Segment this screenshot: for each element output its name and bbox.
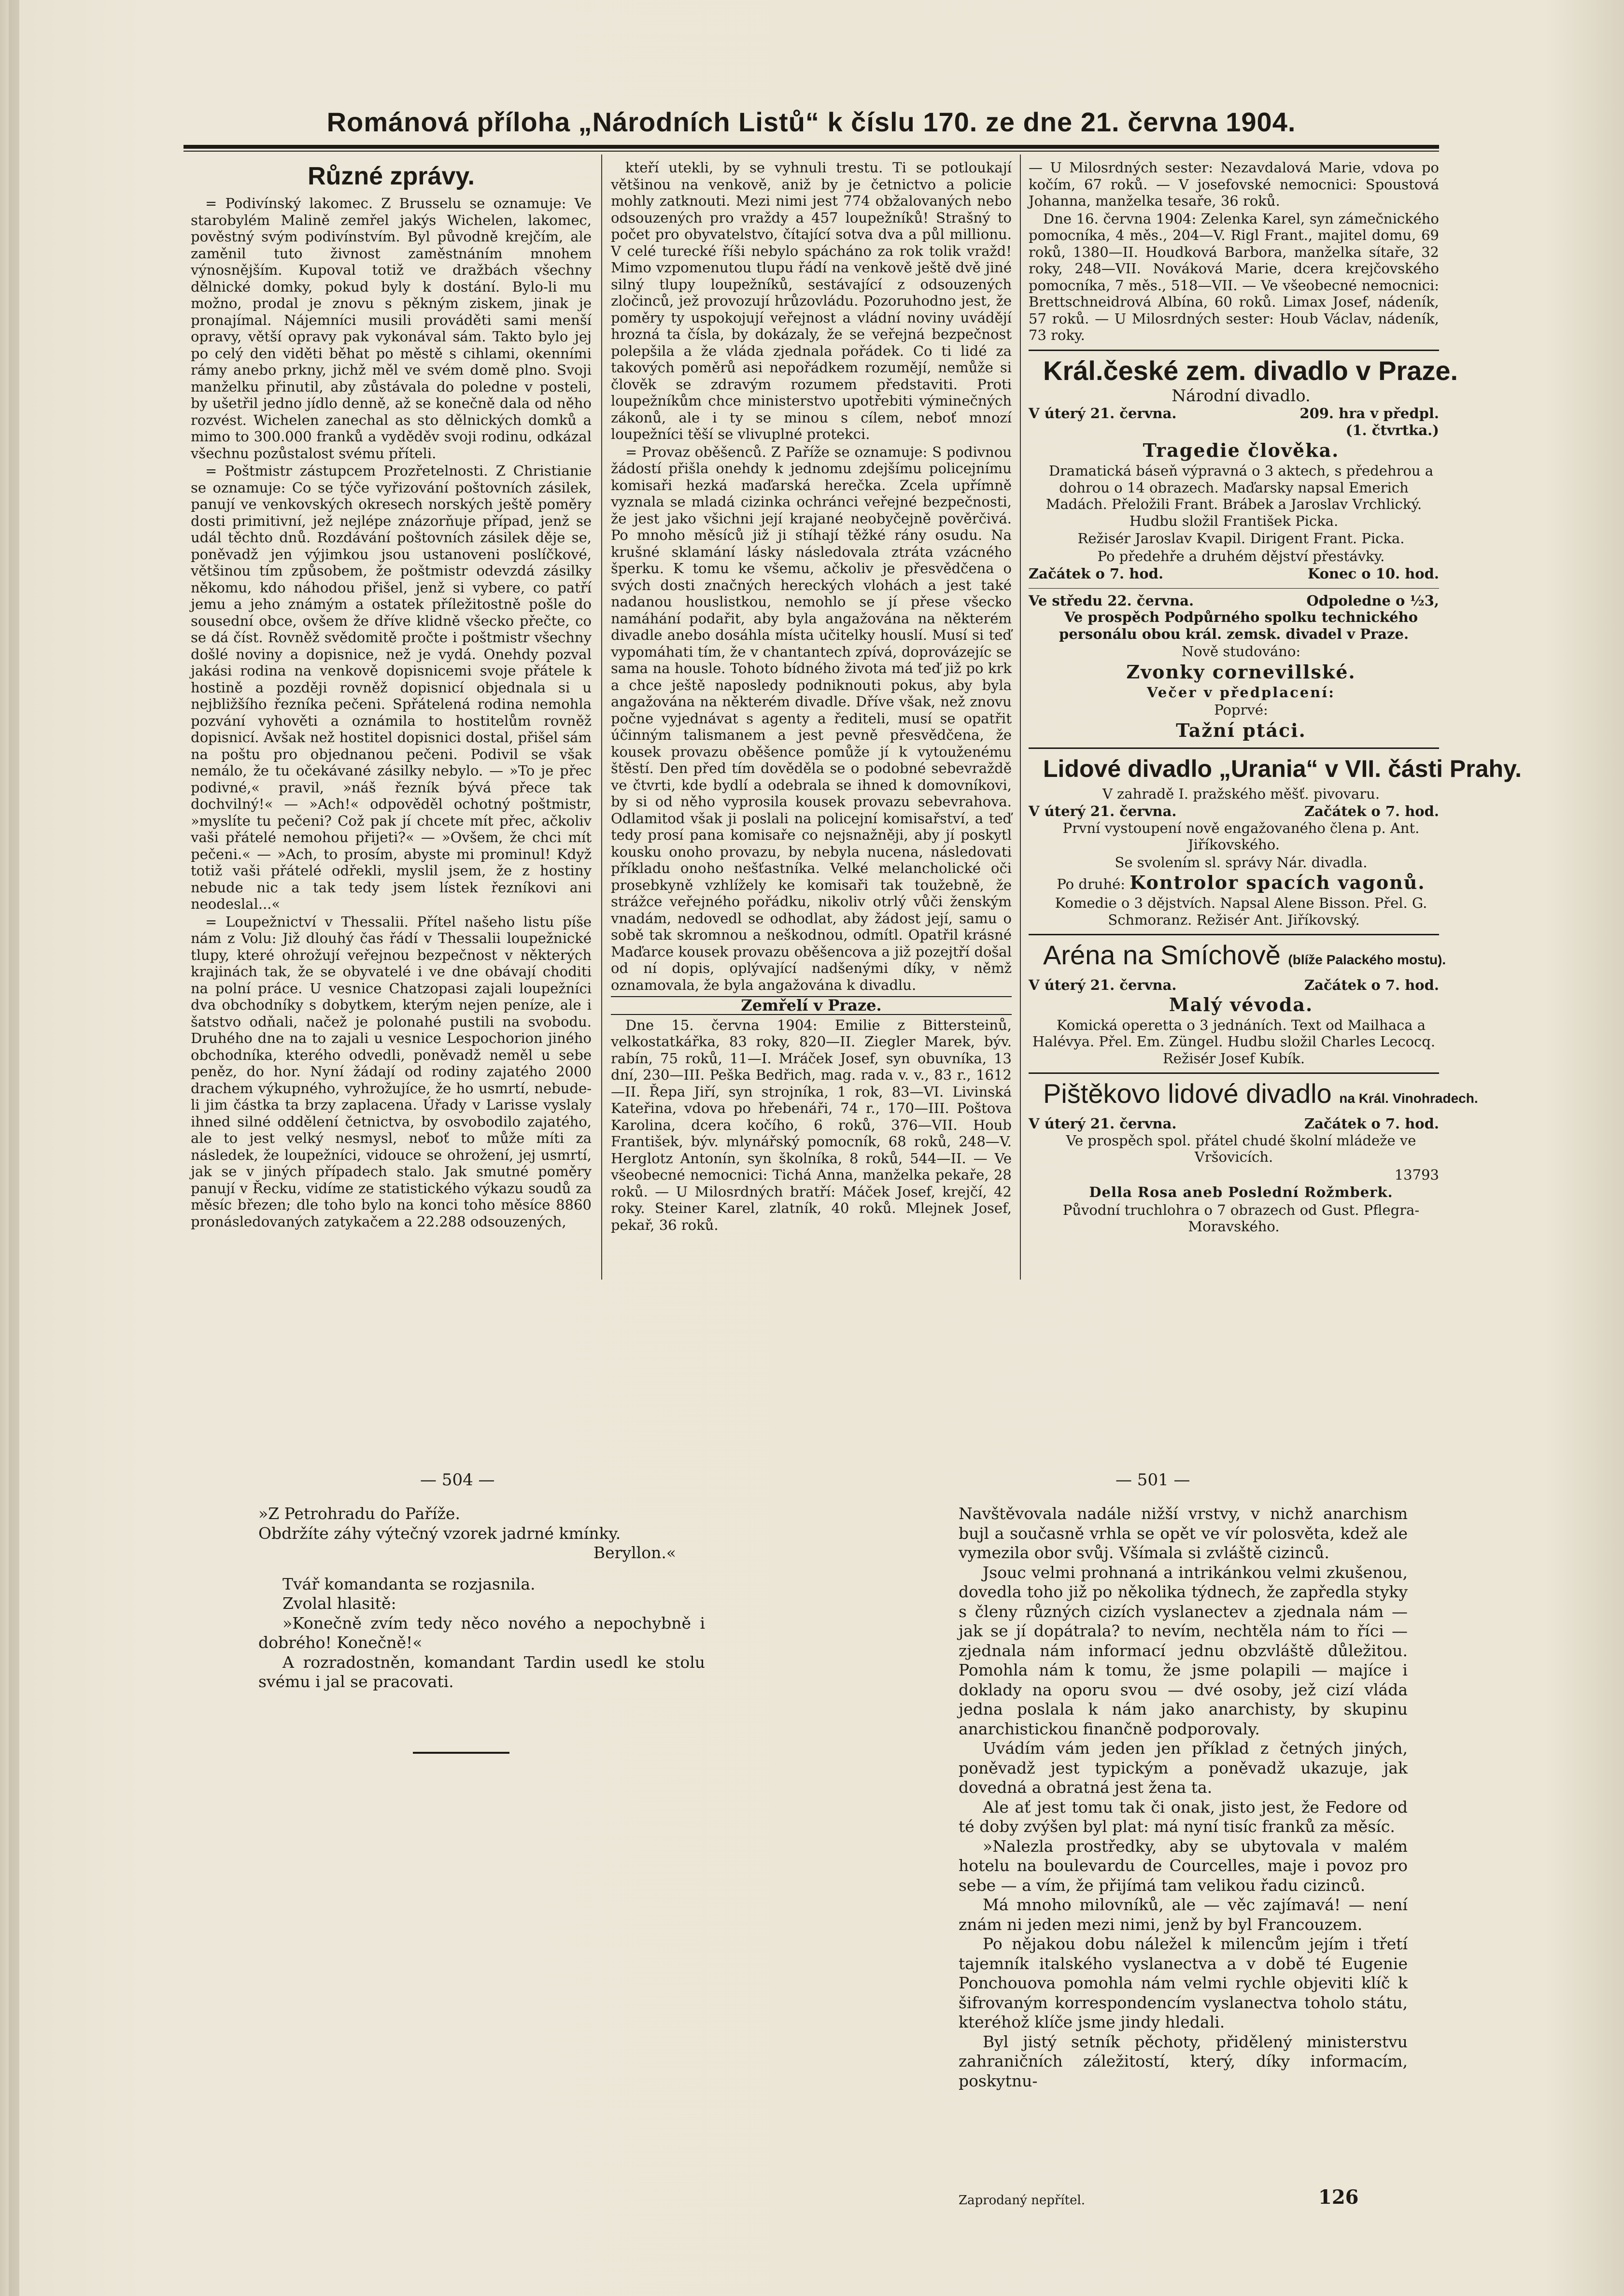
column-1	[191, 159, 592, 1280]
theatre-divider	[1029, 1072, 1439, 1074]
play-description: Komická operetta o 3 jednáních. Text od Mailhaca a Halévya. Přel. Em. Züngel. Hudbu složil Charles Lecocq. Režisér Josef Kubík.	[1032, 1016, 1436, 1067]
program-new: Nově studováno:	[1181, 643, 1301, 660]
program-start: Začátek o 7. hod.	[1304, 803, 1439, 819]
program-date: V úterý 21. června.	[1029, 1115, 1177, 1132]
theatre-name: Král.české zem. divadlo v Praze.	[1043, 355, 1458, 386]
program-repeat: Poprvé:	[1214, 702, 1268, 718]
play-crew: Režisér Jaroslav Kvapil. Dirigent Frant. Picka.	[1077, 530, 1405, 547]
header-rule-thin	[184, 151, 1439, 152]
novel-paragraph: Uvádím vám jeden jen příklad z četných jiných, poněvadž jest typickým a poněvadž ukazuje, jak dovedná a obratná jest žena ta.	[959, 1739, 1408, 1797]
novel-paragraph: A rozradostněn, komandant Tardin usedl ke stolu svému i jal se pracovati.	[258, 1652, 705, 1691]
play-title: Tažní ptáci.	[1176, 719, 1306, 741]
ad-number: 13793	[1394, 1166, 1439, 1183]
article-postmistr: = Poštmistr zástupcem Prozřetelnosti. Z Christianie se oznamuje: Co se týče vyřizování poštovních zásilek, panují ve venkovských okresech norských ještě poměry dosti primitivní, jež nejlépe znázorňuje případ, jenž se udál těchto dnů. Rozdávání poštovních zásilek děje se, poněvadž jen výjimkou jsou ustanoveni poslíčkové, většinou tím způsobem, že poštmistr odevzdá zásilky někomu, kdo náhodou přišel, jenž si vybere, co patří jemu a jeho známým a ostatek příležitostně pošle do sousední obce, ovšem že dříve klidně všecko přečte, co se dá číst. Rovněž svědomitě pročte i poštmistr všechny došlé noviny a dopisnice, než je vydá. Onehdy pozval jakási rodina na venkově dopisnicemi svoje přátele k hostině a později rovněž dopisnicí objednala si u nejbližšího řezníka pečeni. Spřátelená rodina nemohla pozvání vyhověti a oznámila to hostitelům rovněž dopisnicí. Avšak než hostitel dopisnici dostal, přišel sám na poštu pro objednanou pečeni. Podivil se však nemálo, že tu očekávané zásilky nebylo. — »To je přec podivné,« pravil, »náš řezník bývá přece tak dochvilný!« — »Ach!« odpověděl ochotný poštmistr, »myslíte tu pečeni? Což pak jí chcete mít přec, ačkoliv vaši přátelé nemohou přijeti?« — »Ovšem, že chci mít pečeni.« — »Ach, to prosím, abyste mi prominul! Když totiž vaši přátelé odřekli, myslil jsem, že z hostiny nebude nic a tak tedy jsem lístek řezníkovi ani neodeslal...«	[191, 463, 592, 912]
theatre-name-row	[1029, 1078, 1478, 1114]
column-divider	[1020, 155, 1021, 1280]
novel-paragraph: Navštěvovala nadále nižší vrstvy, v nichž anarchism bujl a současně vrhla se opět ve vír polosvěta, kdež ale vymezila obor svůj. Všímala si zvláště cizinců.	[959, 1504, 1408, 1562]
telegram-signature: Beryllon.«	[593, 1543, 676, 1562]
program-start: Začátek o 7. hod.	[1304, 1115, 1439, 1132]
program-performance: 209. hra v předpl.	[1299, 405, 1439, 422]
play-note: Po předehře a druhém dějství přestávky.	[1097, 548, 1385, 564]
article-podivinsky-lakomec: = Podivínský lakomec. Z Brusselu se oznamuje: Ve starobylém Malině zemřel jakýs Wichelen, lakomec, pověstný svým podivínstvím. Byl původně krejčím, ale zaměnil tuto živnost zaměstnáním mnohem výnosnějším. Kupoval totiž ve dražbách všechny dělnické domky, pokud byly k dostání. Bylo-li mu možno, prodal je znovu s pěkným ziskem, jinak je pronajímal. Nájemníci musili prováděti sami menší opravy, větší opravy pak vykonával sám. Takto bylo jej po celý den viděti běhat po městě s cihlami, okenními rámy anebo prkny, jichž měl ve svém domě plno. Svoji manželku přinutil, aby zůstávala do poledne v posteli, by ušetřil jedno jídlo denně, až se konečně dala od něho rozvést. Wichelen zanechal as sto dělnických domků a mimo to 300.000 franků a vyděděv svoji rodinu, odkázal všechnu pozůstalost svému příteli.	[191, 195, 592, 462]
deaths-list: Dne 15. června 1904: Emilie z Bittersteinů, velkostatkářka, 83 roky, 820—II. Ziegler Marek, býv. rabín, 75 roků, 11—I. Mráček Josef, syn obuvníka, 13 dní, 230—III. Peška Bedřich, mag. rada v. v., 83 r., 1612—II. Řepa Jiří, syn strojníka, 1 rok, 83—VI. Livinská Kateřina, vdova po hřebenáři, 74 r., 170—III. Poštova Karolina, dcera kočího, 6 roků, 376—VII. Houb František, býv. mlynářský pomocník, 68 roků, 248—V. Herglotz Antonín, syn školníka, 8 roků, 544—II. — Ve všeobecné nemocnici: Tichá Anna, manželka pekaře, 28 roků. — U Milosrdných bratří: Máček Josef, krejčí, 42 roky. Steiner Karel, zlatník, 40 roků. Mlejnek Josef, pekař, 36 roků.	[611, 1016, 1012, 1233]
program-start: Začátek o 7. hod.	[1304, 977, 1439, 993]
theatre-name-note: na Král. Vinohradech.	[1339, 1091, 1478, 1106]
theatre-name-row	[1029, 939, 1446, 976]
section-title: Různé zprávy.	[308, 162, 475, 190]
article-loupeznictvi: = Loupežnictví v Thessalii. Přítel našeho listu píše nám z Volu: Již dlouhý čas řádí v Thessalii loupežnické tlupy, které ohrožují veřejnou bezpečnost v některých krajinách tak, že se obyvatelé i ve dne obávají choditi na polní práce. U vesnice Chatzopasi zajali loupežníci dva obchodníky s dobytkem, kterým nejen peníze, ale i šatstvo odňali, načež je polonahé pustili na svobodu. Druhého dne na to zajali u vesnice Lespochorion jiného obchodníka, kterého odvedli, poněvadž neměl u sebe peněz, do hor. Nyní žádají od rodiny zajatého 2000 drachem výkupného, vyhrožujíce, že ho usmrtí, nebude-li jim částka ta brzy zaplacena. Úřady v Larisse vyslaly ihned silné oddělení četnictva, by osvobodilo zajatého, ale to jest velký nesmysl, neboť to může míti za následek, že loupežníci, vidouce se ohrožení, jej usmrtí, jak se v jiných případech stalo. Jak smutné poměry panují v Řecku, vidíme ze statistického výkazu soudů za měsíc březen; dle toho bylo na konci toho měsíce 8860 pronásledovaných zatykačem a 22.288 odsouzených,	[191, 913, 592, 1230]
program-times	[1029, 565, 1439, 582]
program-performance-note: (1. čtvrtka.)	[1345, 422, 1439, 438]
program-second: Po druhé:	[1057, 876, 1126, 892]
novel-right-page	[959, 1504, 1408, 2190]
theatre-subtitle: Národní divadlo.	[1172, 386, 1311, 406]
program-row	[1029, 592, 1439, 609]
program-evening: Večer v předplacení:	[1146, 684, 1335, 701]
play-title: Zvonky cornevillské.	[1126, 661, 1356, 683]
play-title: Della Rosa aneb Poslední Rožmberk.	[1089, 1184, 1393, 1200]
novel-title-footer: Zaprodaný nepřítel.	[959, 2193, 1086, 2208]
program-permit: Se svolením sl. správy Nár. divadla.	[1115, 854, 1368, 871]
program-row	[1029, 1115, 1439, 1132]
theatre-divider	[1029, 747, 1439, 749]
novel-paragraph: »Konečně zvím tedy něco nového a nepochybně i dobrého! Konečně!«	[258, 1613, 705, 1652]
theatre-name: Lidové divadlo „Urania“ v VII. části Prahy.	[1043, 755, 1522, 782]
program-row	[1029, 803, 1439, 820]
program-row	[1029, 405, 1439, 422]
play-description: Komedie o 3 dějstvích. Napsal Alene Bisson. Přel. G. Schmoranz. Režisér Ant. Jiříkovský.	[1055, 895, 1427, 928]
theatre-name-note: (blíže Palackého mostu).	[1288, 952, 1446, 967]
column-2	[611, 159, 1012, 1280]
novel-paragraph: Má mnoho milovníků, ale — věc zajímavá! — není znám ni jeden mezi nimi, jenž by byl Francouzem.	[959, 1895, 1408, 1934]
theatre-name: Pištěkovo lidové divadlo	[1043, 1078, 1332, 1109]
deaths-title: Zemřelí v Praze.	[611, 996, 1012, 1015]
play-title: Tragedie člověka.	[1143, 439, 1340, 461]
play-description: Dramatická báseň výpravná o 3 aktech, s předehrou a dohrou o 14 obrazech. Maďarsky napsal Emerich Madách. Přeložili Frant. Brábek a Jaroslav Vrchlický. Hudbu složil František Picka.	[1045, 463, 1434, 529]
column-3	[1029, 159, 1522, 1280]
novel-paragraph: Jsouc velmi prohnaná a intrikánkou velmi zkušenou, dovedla toho již po několika týdnech, že zapředla styky s členy různých cizích vyslanectev a zjednala nám — jak se jí dopátrala? to nevím, nechtěla nám to říci — zjednala nám informací jednu obzvláště důležitou. Pomohla nám k tomu, že jsme polapili — majíce i doklady na oporu svou — dvé osoby, jež cizí vláda jedna poslala k nám jako anarchisty, by skupinu anarchistickou finančně podporovaly.	[959, 1563, 1408, 1738]
novel-paragraph: Tvář komandanta se rozjasnila.	[282, 1574, 536, 1593]
program-date: V úterý 21. června.	[1029, 803, 1177, 819]
program-debut: První vystoupení nově engažovaného člena p. Ant. Jiříkovského.	[1062, 819, 1420, 853]
page-number-right: — 501 —	[1116, 1470, 1190, 1490]
novel-paragraph: Ale ať jest tomu tak či onak, jisto jest, že Fedore od té doby zvýšen byl plat: má nyní tisíc franků za měsíc.	[959, 1797, 1408, 1836]
play-title: Malý vévoda.	[1169, 993, 1313, 1015]
novel-paragraph: Zvolal hlasitě:	[282, 1594, 396, 1613]
header-rule	[184, 145, 1439, 149]
column-divider	[601, 155, 602, 1280]
article-continuation: kteří utekli, by se vyhnuli trestu. Ti se potloukají většinou na venkově, aniž by je četnictvo a policie mohly zatknouti. Mezi nimi jest 774 obžalovaných nebo odsouzených pro vraždy a 457 loupežníků! Strašný to počet pro obyvatelstvo, čítající sotva dva a půl millionu. V celé turecké říši nebylo spácháno za rok tolik vražd! Mimo vzpomenutou tlupu řádí na venkově ještě dvě jiné silný tlupy loupežníků, sestávající z odsouzených zločinců, jež provozují hrůzovládu. Pozoruhodno jest, že poměry ty uspokojují veřejnost a vládní noviny uvádějí hrozná ta čísla, by dokázaly, že se veřejná bezpečnost polepšila a že vláda zjednala pořádek. Co ti lidé za takových poměrů asi nepořádkem rozumějí, nemůže si člověk se zdravým rozumem představiti. Proti loupežníkům chce ministerstvo upotřebiti výminečných zákonů, ale i ty se minou s cílem, neboť mnozí loupežníci těší se vlivuplné protekci.	[611, 159, 1012, 442]
telegram-header: »Z Petrohradu do Paříže.	[258, 1504, 460, 1523]
theatre-divider	[1029, 350, 1439, 351]
novel-paragraph: Byl jistý setník pěchoty, přidělený ministerstvu zahraničních záležitostí, který, díky informacím, poskytnu-	[959, 2032, 1408, 2090]
program-benefit: Ve prospěch Podpůrného spolku technického personálu obou král. zemsk. divadel v Praze.	[1059, 609, 1418, 642]
sheet-number: 126	[1318, 2186, 1359, 2209]
program-time: Odpoledne o ½3,	[1306, 592, 1439, 609]
page-header: Románová příloha „Národních Listů“ k číslu 170. ze dne 21. června 1904.	[326, 107, 1296, 137]
page-number-left: — 504 —	[420, 1470, 495, 1490]
deaths-continuation: — U Milosrdných sester: Nezavdalová Marie, vdova po kočím, 67 roků. — V josefovské nemocnici: Spoustová Johanna, manželka tesaře, 36 roků.	[1029, 159, 1439, 209]
program-row	[1029, 977, 1439, 994]
novel-paragraph: »Nalezla prostředky, aby se ubytovala v malém hotelu na boulevardu de Courcelles, maje i povoz pro sebe — a vím, že přijímá tam velikou řadu cizinců.	[959, 1836, 1408, 1895]
telegram-body: Obdržíte záhy výtečný vzorek jadrné kmínky.	[258, 1523, 621, 1543]
novel-paragraph: Po nějakou dobu náležel k milencům jejím i třetí tajemník italského vyslanectva a v době té Eugenie Ponchouova pomohla nám velmi rychle objeviti klíč k šifrovaným korrespondencím vyslanectva toholo státu, kteréhož klíče jsme jindy hledali.	[959, 1934, 1408, 2031]
play-title: Kontrolor spacích vagonů.	[1130, 872, 1426, 893]
play-description: Původní truchlohra o 7 obrazech od Gust. Pflegra-Moravského.	[1062, 1201, 1420, 1235]
end-rule	[413, 1752, 509, 1754]
program-start: Začátek o 7. hod.	[1029, 565, 1164, 582]
play-line	[1029, 872, 1439, 894]
theatre-divider	[1029, 588, 1439, 589]
theatre-name: Aréna na Smíchově	[1043, 940, 1281, 970]
program-date: V úterý 21. června.	[1029, 405, 1177, 422]
program-benefit: Ve prospěch spol. přátel chudé školní mládeže ve Vršovicích.	[1066, 1132, 1416, 1165]
theatre-divider	[1029, 934, 1439, 935]
theatre-place: V zahradě I. pražského měšť. pivovaru.	[1102, 785, 1380, 802]
deaths-list-2: Dne 16. června 1904: Zelenka Karel, syn zámečnického pomocníka, 4 měs., 204—V. Rigl Frant., majitel domu, 69 roků, 1380—II. Houdková Barbora, manželka sítaře, 32 roky, 248—VII. Nováková Marie, dcera krejčovského pomocníka, 7 měs., 518—VII. — Ve všeobecné nemocnici: Brettschneidrová Albína, 60 roků. Limax Josef, nádeník, 57 roků. — U Milosrdných sester: Houb Václav, nádeník, 73 roky.	[1029, 210, 1439, 343]
program-date: V úterý 21. června.	[1029, 977, 1177, 993]
program-end: Konec o 10. hod.	[1308, 565, 1439, 582]
program-date: Ve středu 22. června.	[1029, 592, 1194, 609]
novel-left-page	[258, 1504, 705, 1803]
article-provaz-obesencu: = Provaz oběšenců. Z Paříže se oznamuje: S podivnou žádostí přišla onehdy k jednomu zdejšímu policejnímu komisaři hezká maďarská herečka. Zcela upřímně vyznala se mladá cizinka ochránci veřejné bezpečnosti, že jest jako všichni její krajané neobyčejně pověrčivá. Po mnoho měsíců již ji stíhají těžké rány osudu. Na krušné sklamání lásky následovala ztráta vzácného šperku. K tomu ke všemu, ačkoliv je přesvědčena o svých dosti značných hereckých vlohách a jest také nadanou houslistkou, nemohlo se jí přese všecko namáhání podařit, aby byla angažována na některém divadle anebo dosáhla místa učitelky houslí. Musí si teď vypomáhati tím, že v chantantech zpívá, doprovázejíc se sama na housle. Tohoto bídného života má teď již po krk a chce ještě naposledy podniknouti pokus, aby byla angažována na některém divadle. Dříve však, než znovu počne vyjednávat s agenty a řediteli, musí se opatřit účinným talismanem a jest pevně přesvědčena, že kousek provazu oběšence pomůže jí k vytouženému štěstí. Den před tím dověděla se o podobné sebevraždě ve čtvrti, kde bydlí a odebrala se ihned k domovníkovi, by si od něho vyprosila kousek provazu sebevrahova. Odlamitod však ji poslali na policejní komisařství, a teď tedy prosí pana komisaře co nejsnažněji, aby jí poskytl kousku onoho provazu, by nebyla nucena, následovati příkladu onoho nešťastníka. Velké melancholické oči prosebkyně vzhlížely ke komisaři tak toužebně, že strážce veřejného pořádku, nikoliv otrlý vůči ženským vnadám, nedovedl se odhodlat, aby žádost její, samu o sobě tak skromnou a neškodnou, odmítl. Opatřil krásné Maďarce kousek provazu oběšencova a již pozejtří došal od ní dopis, oplývající nadšenými díky, v němž oznamovala, že byla angažována k divadlu.	[611, 443, 1012, 993]
